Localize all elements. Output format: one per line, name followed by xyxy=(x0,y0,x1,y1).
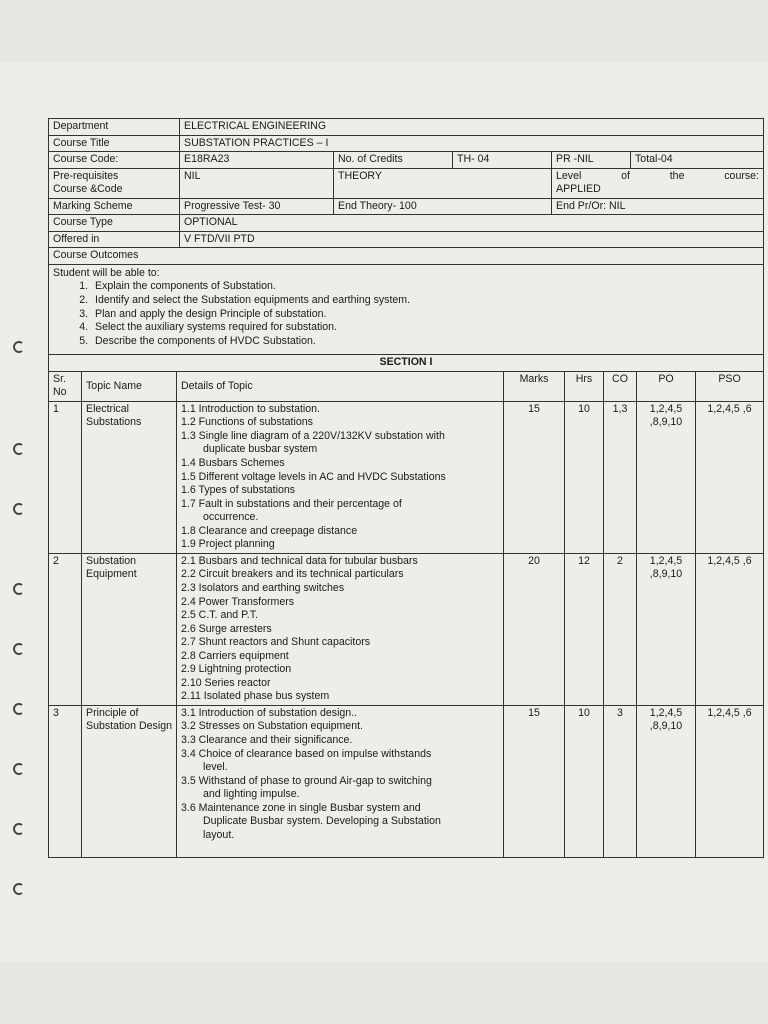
col-pso: PSO xyxy=(696,371,764,401)
section-title: SECTION I xyxy=(49,355,764,371)
credits-label: No. of Credits xyxy=(334,152,453,169)
row-sr: 1 xyxy=(49,401,82,553)
detail-line: 2.3 Isolators and earthing switches xyxy=(181,581,345,594)
detail-line: 2.9 Lightning protection xyxy=(181,663,292,676)
detail-line: 1.3 Single line diagram of a 220V/132KV substation with xyxy=(181,429,445,442)
row-marks: 15 xyxy=(504,705,565,857)
outcome-item: 1. Explain the components of Substation. xyxy=(91,280,759,294)
detail-line: 2.8 Carriers equipment xyxy=(181,649,289,662)
credits-type: THEORY xyxy=(334,168,552,198)
level-word-1: Level xyxy=(556,169,582,182)
detail-line: 2.10 Series reactor xyxy=(181,676,271,689)
department-value: ELECTRICAL ENGINEERING xyxy=(180,119,764,136)
detail-line: occurrence. xyxy=(203,511,259,524)
row-topic: Electrical Substations xyxy=(82,401,177,553)
credits-th: TH- 04 xyxy=(453,152,552,169)
row-pso: 1,2,4,5 ,6 xyxy=(696,705,764,857)
detail-line: 3.1 Introduction of substation design.. xyxy=(181,706,358,719)
pre-req-label xyxy=(49,168,180,198)
course-title-label: Course Title xyxy=(49,135,180,152)
row-marks: 20 xyxy=(504,553,565,705)
row-details xyxy=(177,553,504,705)
row-pso: 1,2,4,5 ,6 xyxy=(696,553,764,705)
detail-line: 2.11 Isolated phase bus system xyxy=(181,690,330,703)
punch-hole-icon xyxy=(12,882,26,896)
row-hrs: 10 xyxy=(565,401,604,553)
row-hrs: 12 xyxy=(565,553,604,705)
punch-hole-icon xyxy=(12,340,26,354)
punch-hole-icon xyxy=(12,642,26,656)
col-topic-name: Topic Name xyxy=(82,371,177,401)
end-theory: End Theory- 100 xyxy=(334,198,552,215)
detail-line: 1.1 Introduction to substation. xyxy=(181,402,320,415)
department-label: Department xyxy=(49,119,180,136)
course-info-table xyxy=(48,118,764,265)
detail-line: 2.6 Surge arresters xyxy=(181,622,272,635)
row-po: 1,2,4,5 ,8,9,10 xyxy=(637,553,696,705)
end-practical: End Pr/Or: NIL xyxy=(552,198,764,215)
punch-hole-icon xyxy=(12,442,26,456)
detail-line: 1.4 Busbars Schemes xyxy=(181,457,285,470)
col-marks: Marks xyxy=(504,371,565,401)
course-type-label: Course Type xyxy=(49,215,180,232)
level-word-4: course: xyxy=(724,169,759,182)
detail-line: 2.2 Circuit breakers and its technical particulars xyxy=(181,568,404,581)
course-type-value: OPTIONAL xyxy=(180,215,764,232)
detail-line: 1.9 Project planning xyxy=(181,538,275,551)
course-title-value: SUBSTATION PRACTICES – I xyxy=(180,135,764,152)
row-details xyxy=(177,401,504,553)
section-table xyxy=(48,355,764,858)
pre-req-label-text: Pre-requisites xyxy=(53,169,119,182)
course-level-label xyxy=(556,170,759,184)
table-row xyxy=(49,401,764,553)
row-sr: 3 xyxy=(49,705,82,857)
outcome-item: 3. Plan and apply the design Principle of substation. xyxy=(91,308,759,322)
detail-line: layout. xyxy=(203,828,235,841)
syllabus-document xyxy=(48,118,764,858)
detail-line: and lighting impulse. xyxy=(203,788,300,801)
progressive-test: Progressive Test- 30 xyxy=(180,198,334,215)
col-po: PO xyxy=(637,371,696,401)
detail-line: level. xyxy=(203,761,228,774)
credits-pr: PR -NIL xyxy=(552,152,631,169)
detail-line: 1.2 Functions of substations xyxy=(181,416,313,429)
detail-spacer xyxy=(181,842,499,856)
marking-scheme-label: Marking Scheme xyxy=(49,198,180,215)
row-po: 1,2,4,5 ,8,9,10 xyxy=(637,705,696,857)
detail-line: 3.2 Stresses on Substation equipment. xyxy=(181,720,363,733)
detail-line: 2.5 C.T. and P.T. xyxy=(181,609,258,622)
detail-line: 1.7 Fault in substations and their percentage of xyxy=(181,497,402,510)
credits-total: Total-04 xyxy=(631,152,764,169)
detail-line: Duplicate Busbar system. Developing a Substation xyxy=(203,815,441,828)
punch-hole-icon xyxy=(12,582,26,596)
course-code-value: E18RA23 xyxy=(180,152,334,169)
col-sr-no: Sr. No xyxy=(49,371,82,401)
punch-hole-icon xyxy=(12,702,26,716)
detail-line: 2.7 Shunt reactors and Shunt capacitors xyxy=(181,636,371,649)
punch-hole-icon xyxy=(12,822,26,836)
table-row xyxy=(49,553,764,705)
detail-line: 1.5 Different voltage levels in AC and HVDC Substations xyxy=(181,470,446,483)
col-hrs: Hrs xyxy=(565,371,604,401)
row-topic: Substation Equipment xyxy=(82,553,177,705)
row-po: 1,2,4,5 ,8,9,10 xyxy=(637,401,696,553)
outcome-item: 4. Select the auxiliary systems required for substation. xyxy=(91,321,759,335)
course-outcomes xyxy=(48,265,764,355)
row-co: 3 xyxy=(604,705,637,857)
col-details: Details of Topic xyxy=(177,371,504,401)
row-hrs: 10 xyxy=(565,705,604,857)
outcomes-list xyxy=(53,280,759,348)
pre-req-value: NIL xyxy=(180,168,334,198)
table-row xyxy=(49,705,764,857)
row-pso: 1,2,4,5 ,6 xyxy=(696,401,764,553)
row-details xyxy=(177,705,504,857)
row-marks: 15 xyxy=(504,401,565,553)
level-word-3: the xyxy=(669,169,685,182)
course-level-cell xyxy=(552,168,764,198)
detail-line: 3.4 Choice of clearance based on impulse withstands xyxy=(181,747,432,760)
outcomes-intro: Student will be able to: xyxy=(53,266,160,279)
detail-line: duplicate busbar system xyxy=(203,443,318,456)
detail-line: 2.4 Power Transformers xyxy=(181,595,295,608)
punch-hole-icon xyxy=(12,762,26,776)
course-level-value: APPLIED xyxy=(556,183,601,196)
row-co: 2 xyxy=(604,553,637,705)
detail-line: 2.1 Busbars and technical data for tubular busbars xyxy=(181,554,418,567)
row-topic: Principle of Substation Design xyxy=(82,705,177,857)
offered-value: V FTD/VII PTD xyxy=(180,231,764,248)
detail-line: 3.3 Clearance and their significance. xyxy=(181,733,353,746)
detail-line: 1.6 Types of substations xyxy=(181,484,296,497)
punch-hole-icon xyxy=(12,502,26,516)
detail-line: 1.8 Clearance and creepage distance xyxy=(181,524,358,537)
detail-line: 3.6 Maintenance zone in single Busbar system and xyxy=(181,801,421,814)
row-co: 1,3 xyxy=(604,401,637,553)
course-code-label: Course Code: xyxy=(49,152,180,169)
col-co: CO xyxy=(604,371,637,401)
outcome-item: 5. Describe the components of HVDC Substation. xyxy=(91,335,759,349)
course-outcomes-label: Course Outcomes xyxy=(49,248,764,265)
level-word-2: of xyxy=(621,169,630,182)
detail-line: 3.5 Withstand of phase to ground Air-gap to switching xyxy=(181,774,432,787)
row-sr: 2 xyxy=(49,553,82,705)
offered-label: Offered in xyxy=(49,231,180,248)
course-code-label-2: Course &Code xyxy=(53,183,123,196)
outcome-item: 2. Identify and select the Substation equipments and earthing system. xyxy=(91,294,759,308)
